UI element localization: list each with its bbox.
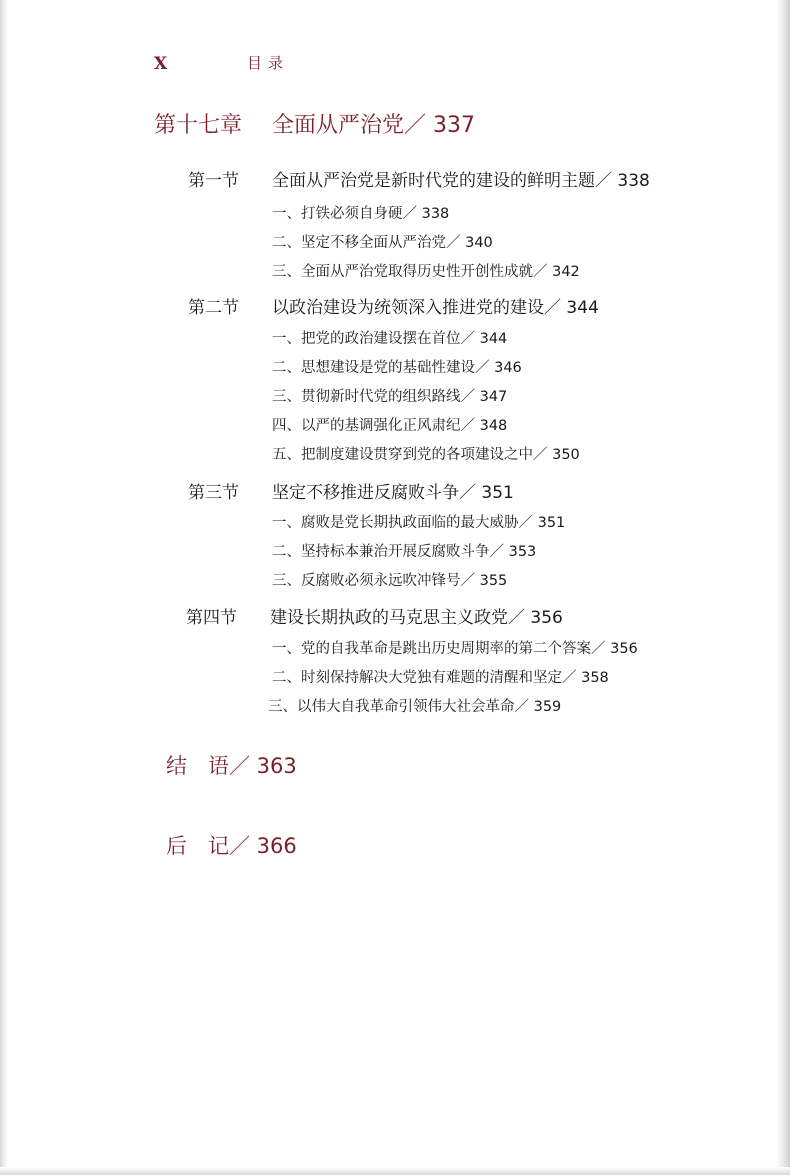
conclusion-entry: 结 语／ 363 [166,754,297,778]
section-number: 第二节 [188,298,239,318]
chapter-title: 全面从严治党／ 337 [272,113,475,138]
list-item: 三、反腐败必须永远吹冲锋号／ 355 [272,573,508,589]
chapter-heading [154,108,475,139]
list-item: 一、打铁必须自身硬／ 338 [272,206,450,222]
section-number: 第一节 [188,171,239,191]
chapter-number: 第十七章 [154,113,243,138]
list-item: 一、把党的政治建设摆在首位／ 344 [272,331,508,347]
page-edge-right [776,0,790,1175]
afterword-entry: 后 记／ 366 [166,834,297,858]
list-item: 五、把制度建设贯穿到党的各项建设之中／ 350 [272,447,580,463]
page-edge-left [0,0,8,1175]
list-item: 二、坚定不移全面从严治党／ 340 [272,235,493,251]
list-item: 一、腐败是党长期执政面临的最大威胁／ 351 [272,515,566,531]
list-item: 一、党的自我革命是跳出历史周期率的第二个答案／ 356 [272,641,638,657]
list-item: 二、思想建设是党的基础性建设／ 346 [272,360,522,376]
header-page-number: X [154,54,168,74]
section-title: 以政治建设为统领深入推进党的建设／ 344 [272,298,599,318]
list-item: 二、时刻保持解决大党独有难题的清醒和坚定／ 358 [272,670,609,686]
section-title: 全面从严治党是新时代党的建设的鲜明主题／ 338 [272,171,650,191]
section-title: 坚定不移推进反腐败斗争／ 351 [272,483,514,503]
list-item: 三、以伟大自我革命引领伟大社会革命／ 359 [268,699,562,715]
list-item: 四、以严的基调强化正风肃纪／ 348 [272,418,508,434]
section-number: 第三节 [188,483,239,503]
section-number: 第四节 [186,608,237,628]
header-title: 目录 [247,54,290,72]
section-title: 建设长期执政的马克思主义政党／ 356 [270,608,563,628]
list-item: 二、坚持标本兼治开展反腐败斗争／ 353 [272,544,537,560]
list-item: 三、贯彻新时代党的组织路线／ 347 [272,389,508,405]
page-edge-bottom [0,1167,790,1175]
list-item: 三、全面从严治党取得历史性开创性成就／ 342 [272,264,580,280]
